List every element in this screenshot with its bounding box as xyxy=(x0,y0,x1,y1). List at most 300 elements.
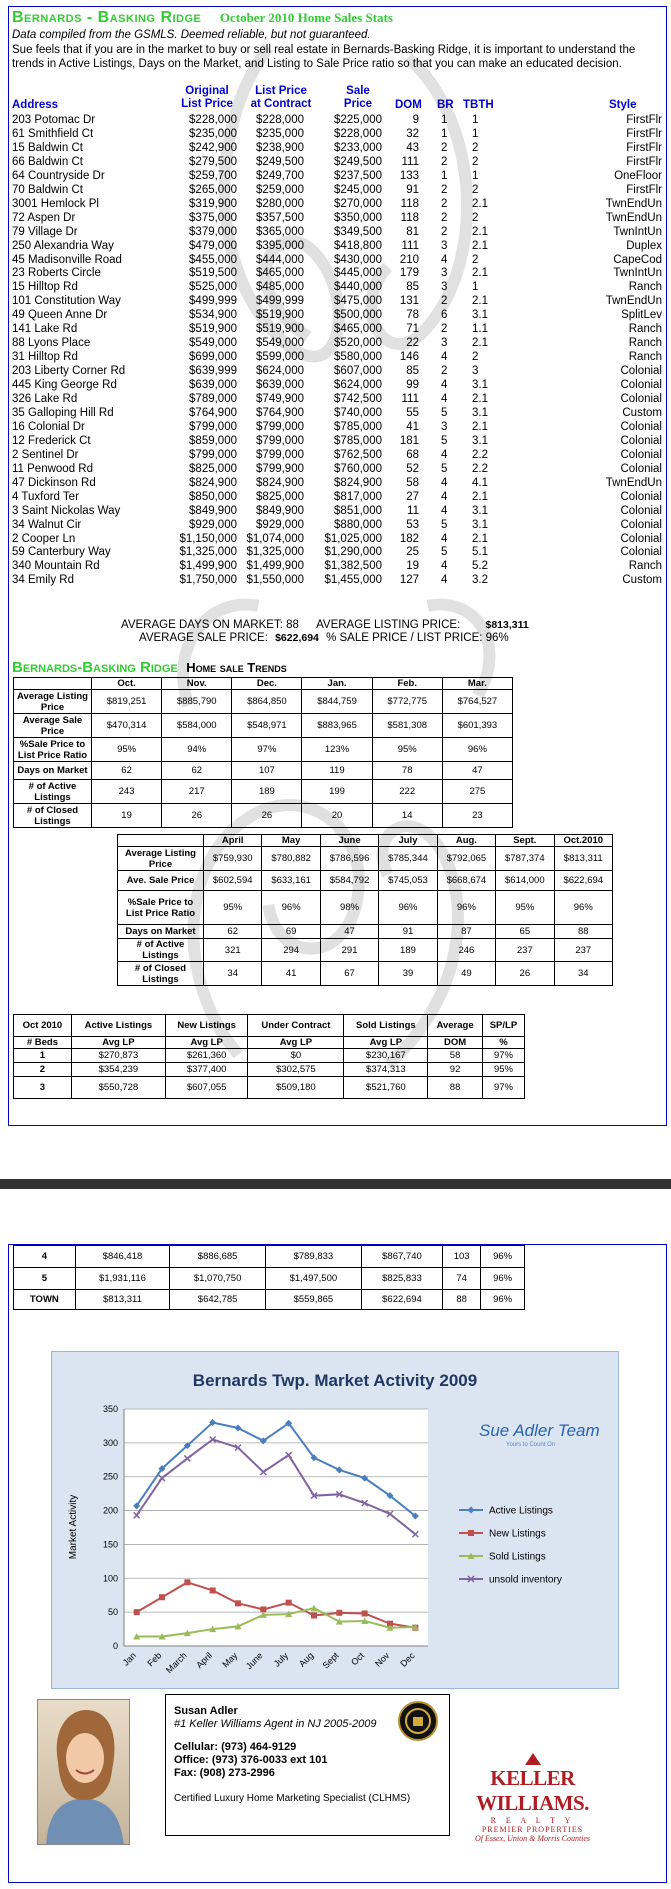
trend-cell: 65 xyxy=(496,925,554,939)
listing-cell: $607,000 xyxy=(334,365,382,378)
data-point xyxy=(468,1507,475,1514)
trends-title-area: Bernards-Basking Ridge xyxy=(12,659,178,676)
listing-row xyxy=(9,462,667,476)
trend-row-label: # of Active Listings xyxy=(14,780,92,804)
listing-cell: $228,000 xyxy=(256,114,304,126)
listing-cell: $824,900 xyxy=(189,476,237,489)
listing-row xyxy=(9,476,667,490)
listing-cell: 111 xyxy=(401,239,419,252)
listing-row xyxy=(9,448,667,462)
listing-cell: $444,000 xyxy=(256,253,304,266)
listing-cell: TwnIntUn xyxy=(613,267,662,280)
beds-subheader: Avg LP xyxy=(71,1037,165,1049)
beds-cell: $521,760 xyxy=(344,1077,428,1099)
listing-cell: 41 xyxy=(406,420,419,433)
listing-cell: 2 xyxy=(441,155,448,168)
data-point xyxy=(210,1587,216,1593)
listing-row xyxy=(9,322,667,336)
listing-cell: 4 xyxy=(441,351,448,364)
trend-row xyxy=(14,780,513,804)
month-header: Jan. xyxy=(302,678,372,690)
trend-table-oct-mar xyxy=(13,677,513,828)
beds-subheader-row xyxy=(14,1037,525,1049)
intro-paragraph: Sue feels that if you are in the market to buy or sell real estate in Bernards-Basking Ridge, it is important to understand the trends in Active Listings, Days on the Market, and Listing to Sale Price ratio so that you can make an educated decision. xyxy=(12,44,636,70)
listing-row xyxy=(9,532,667,546)
listing-cell: $445,000 xyxy=(334,267,382,280)
trend-cell: 23 xyxy=(442,804,512,828)
listing-cell: 3 Saint Nickolas Way xyxy=(12,504,121,517)
listing-cell: $235,000 xyxy=(189,127,237,140)
agent-photo xyxy=(37,1699,130,1845)
listing-row xyxy=(9,350,667,364)
listing-cell: Colonial xyxy=(620,448,662,461)
beds-header: Oct 2010 xyxy=(14,1015,72,1037)
beds-header: Active Listings xyxy=(71,1015,165,1037)
listing-cell: 22 xyxy=(406,337,419,350)
listing-cell: $519,900 xyxy=(189,323,237,336)
listing-cell: 118 xyxy=(400,197,419,210)
listing-cell: $929,000 xyxy=(256,518,304,531)
trend-cell: 47 xyxy=(320,925,378,939)
listing-cell: 64 Countryside Dr xyxy=(12,169,105,182)
listing-cell: FirstFlr xyxy=(626,155,662,168)
listing-cell: 2.1 xyxy=(472,420,488,433)
trend-cell: $792,065 xyxy=(437,847,495,871)
listing-row xyxy=(9,294,667,308)
beds-cell: 58 xyxy=(428,1049,483,1063)
beds-header: SP/LP xyxy=(482,1015,524,1037)
listing-cell: 1 xyxy=(472,169,479,182)
legend-label: Sold Listings xyxy=(489,1551,546,1563)
disclaimer-text: Data compiled from the GSMLS. Deemed reliable, but not guaranteed. xyxy=(12,29,371,41)
x-tick-label: Oct xyxy=(349,1650,367,1668)
listing-cell: $242,900 xyxy=(189,141,237,154)
listing-cell: $485,000 xyxy=(256,281,304,294)
listing-cell: $742,500 xyxy=(334,393,382,405)
listing-cell: 250 Alexandria Way xyxy=(12,239,114,252)
trend-cell: 62 xyxy=(204,925,262,939)
beds-cell: $0 xyxy=(248,1049,344,1063)
listing-cell: $499,999 xyxy=(256,295,304,308)
month-header: Mar. xyxy=(442,678,512,690)
listing-row xyxy=(9,266,667,280)
beds-row xyxy=(14,1063,525,1077)
listing-cell: $764,900 xyxy=(189,406,237,419)
trend-cell: 96% xyxy=(262,891,320,925)
trend-cell: 94% xyxy=(162,738,232,762)
y-tick-label: 350 xyxy=(102,1404,118,1414)
listing-cell: 6 xyxy=(441,309,448,322)
trend-cell: $844,759 xyxy=(302,690,372,714)
listing-cell: 58 xyxy=(406,476,419,489)
listing-cell: $1,290,000 xyxy=(324,546,382,559)
trend-cell: 96% xyxy=(442,738,512,762)
month-header: April xyxy=(204,835,262,847)
listing-cell: 31 Hilltop Rd xyxy=(12,351,78,364)
listing-cell: 16 Colonial Dr xyxy=(12,420,85,433)
listing-cell: 2 xyxy=(441,183,448,196)
listing-cell: Colonial xyxy=(620,504,662,517)
listing-cell: Duplex xyxy=(626,239,662,252)
y-tick-label: 300 xyxy=(102,1437,118,1448)
listing-cell: 3.1 xyxy=(472,504,488,517)
listing-cell: $785,000 xyxy=(334,420,382,433)
listing-cell: Ranch xyxy=(628,323,662,336)
beds-cell: 88 xyxy=(428,1077,483,1099)
listing-cell: $1,499,900 xyxy=(179,560,237,573)
beds-cell: $374,313 xyxy=(344,1063,428,1077)
listing-cell: Ranch xyxy=(628,337,662,350)
listing-cell: FirstFlr xyxy=(626,141,662,154)
beds-cell: 1 xyxy=(14,1049,72,1063)
corner-cell xyxy=(118,835,204,847)
trend-row-label: %Sale Price to List Price Ratio xyxy=(118,891,204,925)
listing-cell: $580,000 xyxy=(334,351,382,364)
trend-cell: 14 xyxy=(372,804,442,828)
x-tick-label: Jan xyxy=(120,1650,139,1668)
listing-row xyxy=(9,308,667,322)
listing-cell: 2.1 xyxy=(472,197,488,210)
listing-cell: 72 Aspen Dr xyxy=(12,211,76,224)
beds-cell: 5 xyxy=(14,1268,76,1290)
trends-title xyxy=(12,659,287,677)
listing-cell: $825,000 xyxy=(189,462,237,475)
trend-cell: 291 xyxy=(320,939,378,962)
listing-cell: $1,025,000 xyxy=(324,532,382,545)
col-header-tbth: TBTH xyxy=(463,99,494,111)
listing-cell: $624,000 xyxy=(334,379,382,392)
y-tick-label: 100 xyxy=(102,1573,118,1584)
trend-cell: 321 xyxy=(204,939,262,962)
beds-subheader: DOM xyxy=(428,1037,483,1049)
trend-cell: $759,930 xyxy=(204,847,262,871)
trend-cell: $602,594 xyxy=(204,871,262,891)
x-tick-label: July xyxy=(271,1650,291,1669)
listing-cell: Colonial xyxy=(620,420,662,433)
listing-cell: $319,900 xyxy=(189,197,237,210)
trend-cell: $786,596 xyxy=(320,847,378,871)
trend-cell: 237 xyxy=(554,939,612,962)
listing-cell: 99 xyxy=(406,379,419,392)
report-page-2 xyxy=(8,1244,667,1883)
trend-cell: $622,694 xyxy=(554,871,612,891)
beds-cell: $302,575 xyxy=(248,1063,344,1077)
trend-row xyxy=(118,847,613,871)
listing-cell: $799,000 xyxy=(256,420,304,433)
listing-cell: 1 xyxy=(441,169,448,182)
trend-row-label: # of Closed Listings xyxy=(118,962,204,986)
listing-cell: 2 xyxy=(472,155,479,168)
listing-cell: $365,000 xyxy=(256,225,304,238)
listing-cell: TwnEndUn xyxy=(605,476,662,489)
listing-cell: 4 xyxy=(441,379,448,392)
agent-office: Office: (973) 376-0033 ext 101 xyxy=(174,1754,328,1766)
col-header-br: BR xyxy=(437,99,454,111)
listing-cell: 2.2 xyxy=(472,448,488,461)
listing-cell: 5 xyxy=(441,518,448,531)
listing-cell: 101 Constitution Way xyxy=(12,295,121,308)
listing-cell: $762,500 xyxy=(334,448,382,461)
listing-cell: Colonial xyxy=(620,490,662,503)
listing-cell: 34 Walnut Cir xyxy=(12,518,82,531)
trend-cell: $584,000 xyxy=(162,714,232,738)
trend-cell: $883,965 xyxy=(302,714,372,738)
beds-cell: 96% xyxy=(481,1246,525,1268)
trend-cell: 107 xyxy=(232,762,302,780)
y-tick-label: 150 xyxy=(102,1539,118,1550)
beds-cell: $270,873 xyxy=(71,1049,165,1063)
listing-cell: 3 xyxy=(441,337,448,350)
listing-cell: 27 xyxy=(406,490,419,503)
agent-cell: Cellular: (973) 464-9129 xyxy=(174,1741,297,1753)
col-header-dom: DOM xyxy=(395,99,422,111)
kw-crest-icon xyxy=(450,1752,615,1766)
beds-cell: $559,865 xyxy=(266,1290,362,1310)
beds-cell: $607,055 xyxy=(165,1077,247,1099)
listing-cell: $350,000 xyxy=(334,211,382,224)
listing-cell: 3001 Hemlock Pl xyxy=(12,197,99,210)
x-tick-label: March xyxy=(163,1650,189,1676)
trend-row-label: Average Sale Price xyxy=(14,714,92,738)
listing-cell: 146 xyxy=(399,351,419,364)
listing-cell: $249,500 xyxy=(334,155,382,168)
trend-cell: 119 xyxy=(302,762,372,780)
trend-cell: 88 xyxy=(554,925,612,939)
trend-cell: 199 xyxy=(302,780,372,804)
listing-cell: 23 Roberts Circle xyxy=(12,267,101,280)
listing-cell: 71 xyxy=(406,323,419,336)
avg-sp-value: $622,694 xyxy=(275,632,319,644)
listing-cell: 3.2 xyxy=(472,574,488,587)
listing-cell: 2 xyxy=(441,197,448,210)
listing-cell: $375,000 xyxy=(189,211,237,224)
listing-cell: 47 Dickinson Rd xyxy=(12,476,96,489)
y-axis-label: Market Activity xyxy=(68,1494,79,1560)
agent-portrait-icon xyxy=(38,1700,130,1845)
listing-cell: $849,900 xyxy=(256,504,304,517)
listing-cell: $270,000 xyxy=(334,197,382,210)
listing-cell: 141 Lake Rd xyxy=(12,323,78,336)
beds-cell: $622,694 xyxy=(361,1290,442,1310)
listing-cell: 182 xyxy=(399,532,419,545)
beds-cell: 4 xyxy=(14,1246,76,1268)
listing-cell: 53 xyxy=(406,518,419,531)
listing-cell: Ranch xyxy=(628,560,662,573)
listing-cell: 19 xyxy=(406,560,419,573)
x-tick-label: June xyxy=(243,1650,265,1672)
chart-title: Bernards Twp. Market Activity 2009 xyxy=(192,1371,478,1390)
listing-cell: FirstFlr xyxy=(626,183,662,196)
listing-cell: $519,900 xyxy=(256,323,304,336)
month-header: Feb. xyxy=(372,678,442,690)
listing-cell: 2.2 xyxy=(472,462,488,475)
x-tick-label: Nov xyxy=(373,1650,392,1669)
listing-cell: $824,900 xyxy=(334,476,382,489)
listing-cell: 85 xyxy=(406,281,419,294)
beds-cell: 96% xyxy=(481,1268,525,1290)
listing-cell: 3.1 xyxy=(472,518,488,531)
trend-cell: 243 xyxy=(92,780,162,804)
trend-cell: 222 xyxy=(372,780,442,804)
listing-row xyxy=(9,169,667,183)
listing-cell: FirstFlr xyxy=(626,114,662,126)
listing-cell: 5 xyxy=(441,406,448,419)
listing-cell: $520,000 xyxy=(334,337,382,350)
listing-cell: $799,000 xyxy=(189,448,237,461)
beds-cell: $354,239 xyxy=(71,1063,165,1077)
listing-cell: $549,000 xyxy=(256,337,304,350)
listing-cell: $639,000 xyxy=(256,379,304,392)
listing-cell: 78 xyxy=(406,309,419,322)
listing-cell: $499,999 xyxy=(189,295,237,308)
beds-subheader: Avg LP xyxy=(165,1037,247,1049)
listing-cell: 2 xyxy=(441,225,448,238)
beds-cell: TOWN xyxy=(14,1290,76,1310)
market-activity-chart-svg xyxy=(52,1352,618,1688)
trend-row xyxy=(118,925,613,939)
listing-cell: OneFloor xyxy=(614,169,662,182)
trend-row xyxy=(14,690,513,714)
listing-cell: 2 xyxy=(472,141,479,154)
month-header: Aug. xyxy=(437,835,495,847)
trend-cell: 189 xyxy=(379,939,437,962)
listing-cell: 2.1 xyxy=(472,393,488,405)
beds-cell: 95% xyxy=(482,1063,524,1077)
trend-cell: 39 xyxy=(379,962,437,986)
listing-cell: $1,325,000 xyxy=(179,546,237,559)
listing-cell: 1 xyxy=(472,114,479,126)
listing-cell: TwnEndUn xyxy=(605,295,662,308)
listing-cell: $280,000 xyxy=(256,197,304,210)
trend-cell: 95% xyxy=(204,891,262,925)
listing-cell: 2 xyxy=(472,183,479,196)
listing-cell: 445 King George Rd xyxy=(12,379,117,392)
listing-row xyxy=(9,280,667,294)
listing-cell: 3 xyxy=(441,239,448,252)
y-tick-label: 250 xyxy=(102,1471,118,1482)
listing-row xyxy=(9,392,667,406)
listing-cell: 340 Mountain Rd xyxy=(12,560,100,573)
beds-header: New Listings xyxy=(165,1015,247,1037)
listing-cell: $279,500 xyxy=(189,155,237,168)
trend-cell: 20 xyxy=(302,804,372,828)
beds-header-row xyxy=(14,1015,525,1037)
listing-cell: $475,000 xyxy=(334,295,382,308)
data-point xyxy=(362,1610,368,1616)
listing-cell: 5.1 xyxy=(472,546,488,559)
x-tick-label: Dec xyxy=(398,1650,417,1669)
listing-cell: 12 Frederick Ct xyxy=(12,434,91,447)
trend-cell: 49 xyxy=(437,962,495,986)
beds-cell: $509,180 xyxy=(248,1077,344,1099)
data-point xyxy=(286,1600,292,1606)
month-header: June xyxy=(320,835,378,847)
trends-title-text: Home sale Trends xyxy=(186,660,287,675)
listing-row xyxy=(9,239,667,253)
beds-subheader: Avg LP xyxy=(344,1037,428,1049)
beds-cell: $789,833 xyxy=(266,1246,362,1268)
listing-cell: Colonial xyxy=(620,365,662,378)
trend-cell: $668,674 xyxy=(437,871,495,891)
trend-row xyxy=(14,738,513,762)
trend-cell: 34 xyxy=(554,962,612,986)
listing-cell: SplitLev xyxy=(621,309,662,322)
listing-cell: $1,325,000 xyxy=(246,546,304,559)
month-header: Nov. xyxy=(162,678,232,690)
trend-cell: $780,882 xyxy=(262,847,320,871)
legend-label: Active Listings xyxy=(489,1505,553,1517)
legend-label: unsold inventory xyxy=(489,1574,562,1586)
listing-cell: $349,500 xyxy=(334,225,382,238)
kw-realty: R E A L T Y xyxy=(490,1816,575,1825)
trend-cell: 67 xyxy=(320,962,378,986)
listing-cell: $500,000 xyxy=(334,309,382,322)
beds-cell: $846,418 xyxy=(75,1246,170,1268)
trend-row-label: Days on Market xyxy=(118,925,204,939)
listing-cell: 131 xyxy=(399,295,419,308)
listing-cell: 1.1 xyxy=(472,323,488,336)
listing-cell: $859,000 xyxy=(189,434,237,447)
listing-row xyxy=(9,559,667,573)
month-header: May xyxy=(262,835,320,847)
listing-cell: $825,000 xyxy=(256,490,304,503)
listing-cell: Colonial xyxy=(620,434,662,447)
listing-cell: 3.1 xyxy=(472,434,488,447)
listing-cell: $851,000 xyxy=(334,504,382,517)
listing-row xyxy=(9,197,667,211)
trend-row xyxy=(118,939,613,962)
listing-cell: 4 xyxy=(441,560,448,573)
agent-name: Susan Adler xyxy=(174,1705,238,1717)
listing-cell: 2.1 xyxy=(472,267,488,280)
listing-row xyxy=(9,364,667,378)
trend-cell: 123% xyxy=(302,738,372,762)
listing-cell: Colonial xyxy=(620,393,662,405)
listing-cell: 2 xyxy=(472,211,479,224)
listing-cell: $265,000 xyxy=(189,183,237,196)
listing-cell: 5 xyxy=(441,462,448,475)
trend-cell: $745,053 xyxy=(379,871,437,891)
listing-row xyxy=(9,490,667,504)
trend-row-label: Days on Market xyxy=(14,762,92,780)
listing-cell: 4 xyxy=(441,476,448,489)
listing-cell: $785,000 xyxy=(334,434,382,447)
listing-cell: 85 xyxy=(406,365,419,378)
sue-adler-team-logo: Sue Adler Team xyxy=(479,1421,600,1440)
listing-row xyxy=(9,127,667,141)
listing-cell: 2 xyxy=(441,365,448,378)
trend-cell: 95% xyxy=(372,738,442,762)
listing-cell: 15 Baldwin Ct xyxy=(12,141,83,154)
listing-row xyxy=(9,518,667,532)
listing-cell: Colonial xyxy=(620,379,662,392)
listing-cell: Colonial xyxy=(620,518,662,531)
listing-cell: 111 xyxy=(401,393,419,405)
trend-cell: 246 xyxy=(437,939,495,962)
trend-cell: 189 xyxy=(232,780,302,804)
listing-row xyxy=(9,253,667,267)
listing-cell: $225,000 xyxy=(334,114,382,126)
trend-cell: 26 xyxy=(496,962,554,986)
report-subtitle: October 2010 Home Sales Stats xyxy=(219,10,393,25)
trend-header-row xyxy=(14,678,513,690)
listing-row xyxy=(9,141,667,155)
trend-row-label: Average Listing Price xyxy=(118,847,204,871)
beds-cell: $813,311 xyxy=(75,1290,170,1310)
beds-cell: 88 xyxy=(443,1290,481,1310)
listing-row xyxy=(9,113,667,127)
listing-cell: $929,000 xyxy=(189,518,237,531)
